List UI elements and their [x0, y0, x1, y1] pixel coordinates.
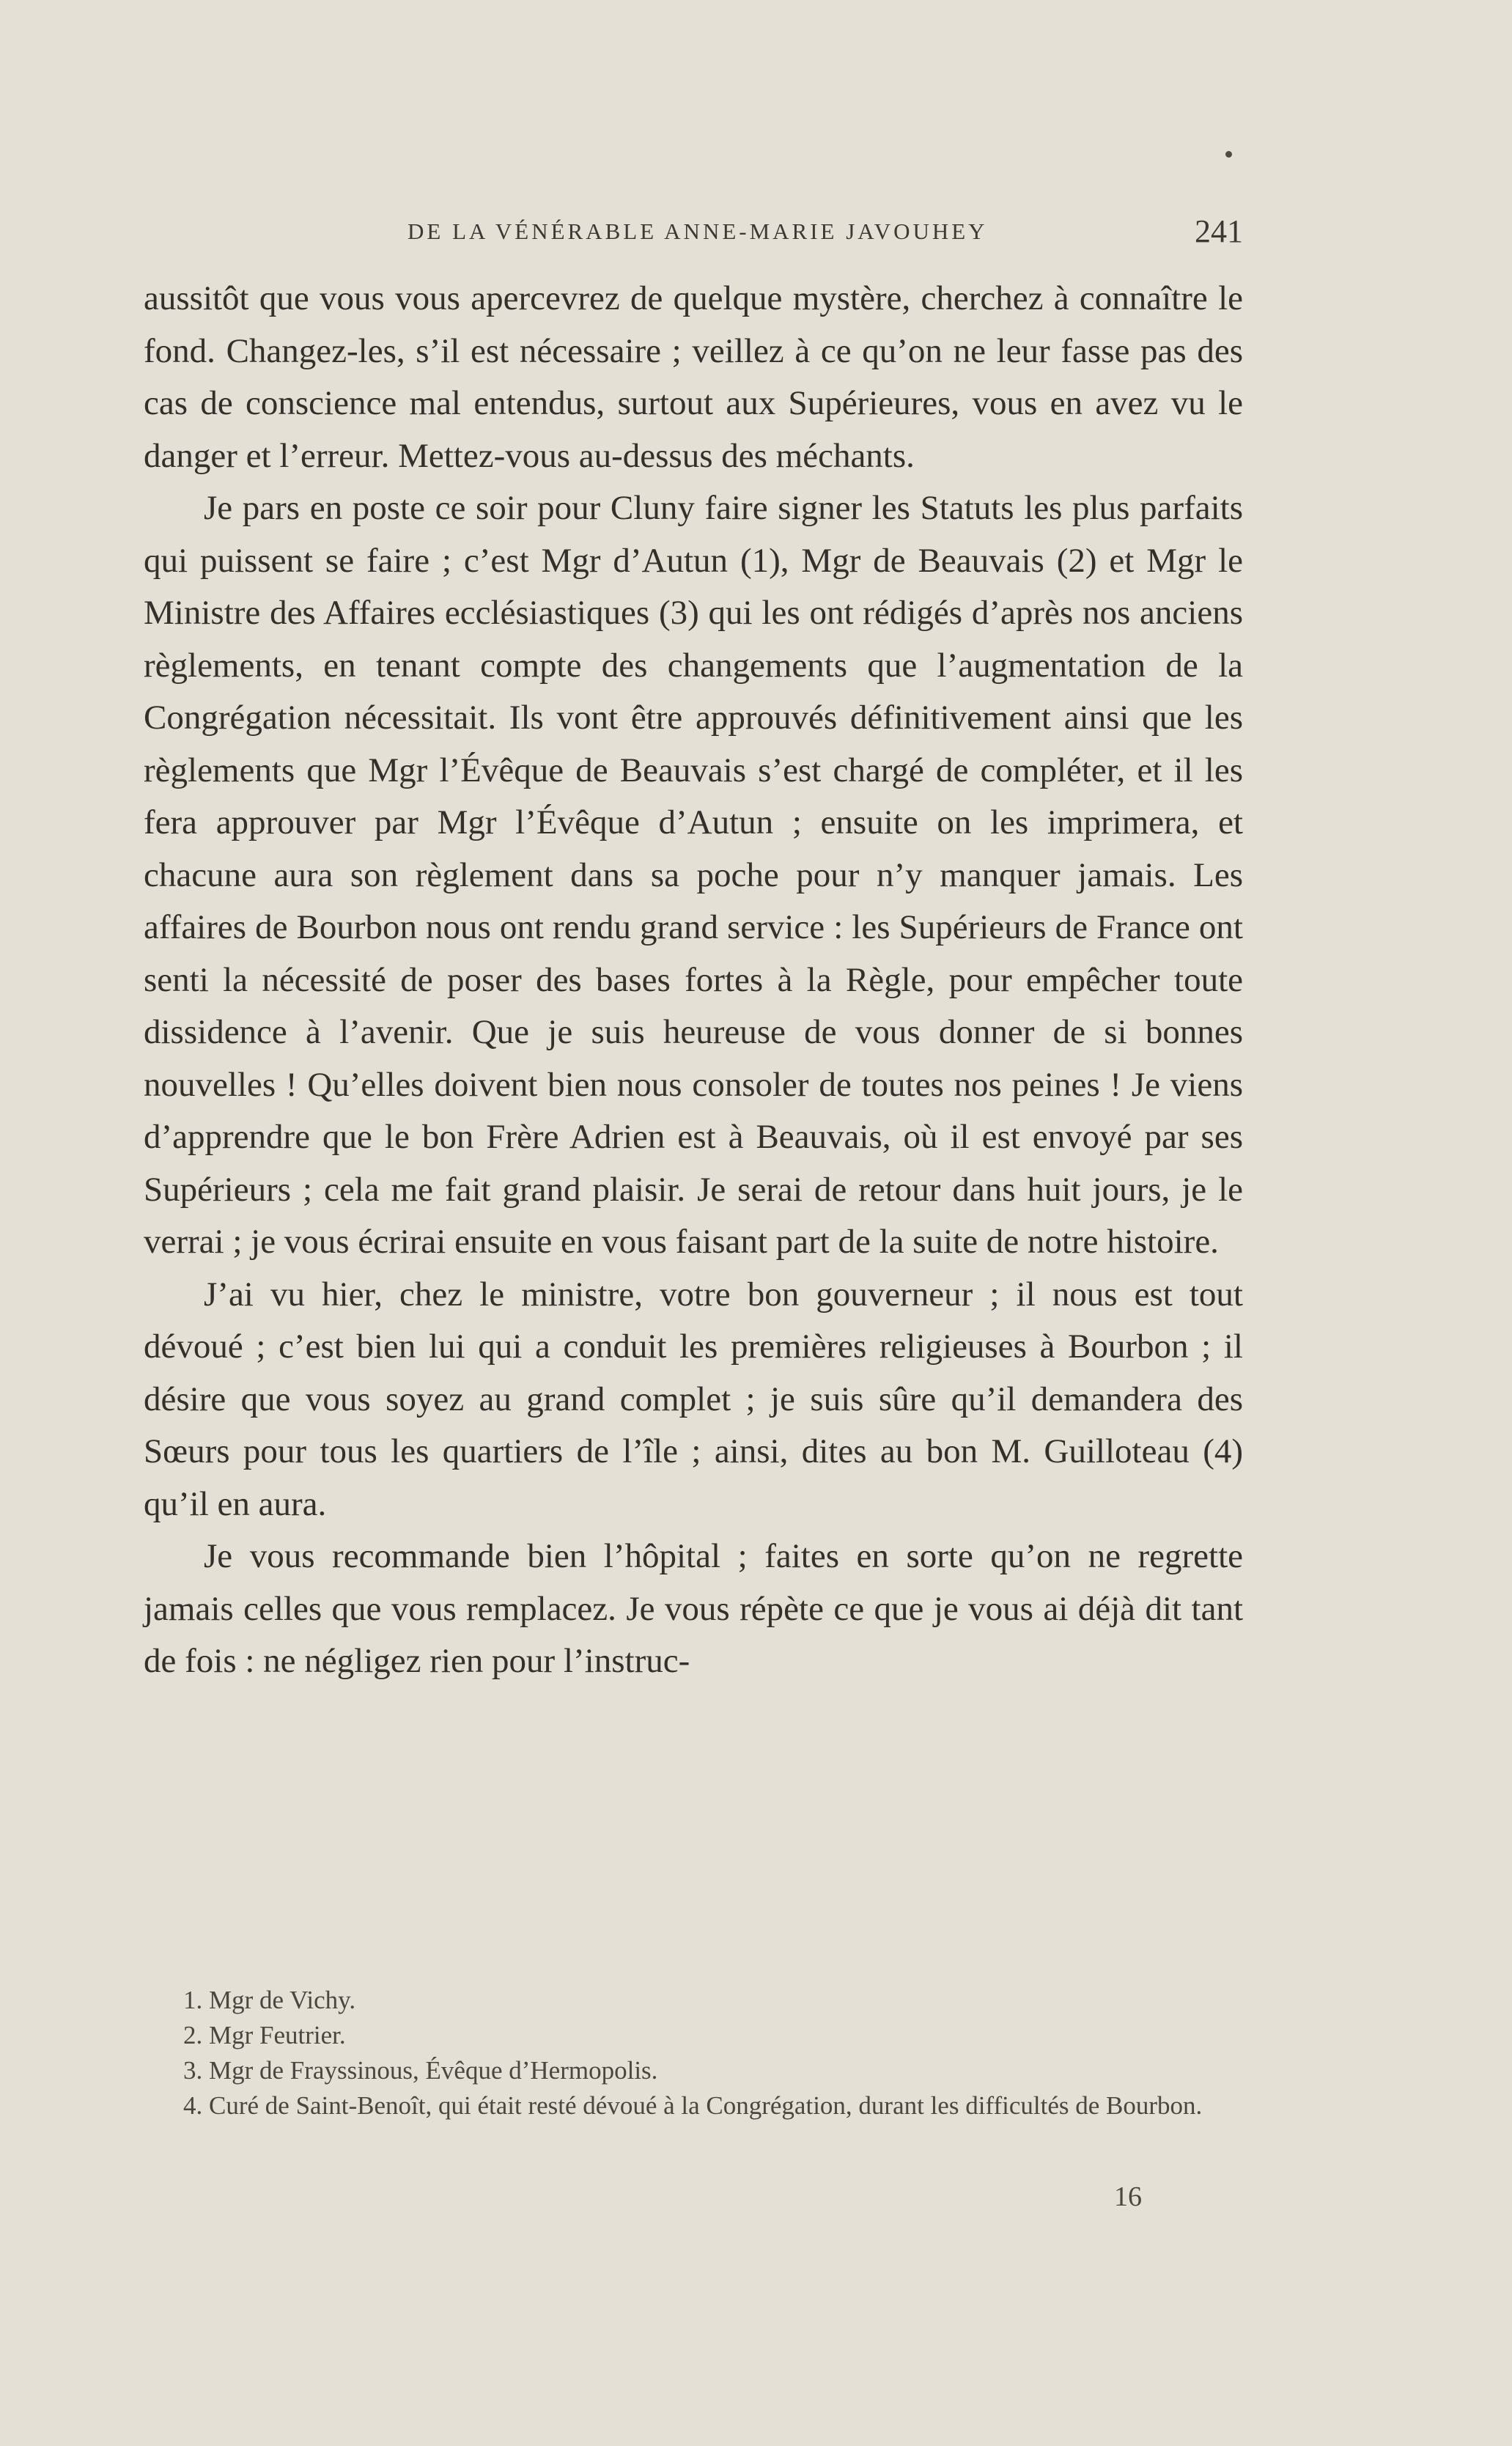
footnote-1: 1. Mgr de Vichy.: [183, 1986, 356, 2014]
footnote-3: 3. Mgr de Frayssinous, Évêque d’Hermopolis.: [183, 2056, 658, 2085]
paragraph-1: aussitôt que vous vous apercevrez de quelque mystère, cherchez à connaître le fond. Changez-les, s’il est nécessaire ; veillez à ce qu’on ne leur fasse pas des cas de conscience mal entendus, surtout aux Supérieures, vous en avez vu le danger et l’erreur. Mettez-vous au-dessus des méchants.: [144, 279, 1243, 475]
footnotes: [144, 1983, 1243, 2123]
page-number: 241: [1195, 213, 1243, 249]
signature-mark: 16: [1114, 2181, 1142, 2212]
paragraph-3: J’ai vu hier, chez le ministre, votre bon gouverneur ; il nous est tout dévoué ; c’est bien lui qui a conduit les premières religieuses à Bourbon ; il désire que vous soyez au grand complet ; je suis sûre qu’il demandera des Sœurs pour tous les quartiers de l’île ; ainsi, dites au bon M. Guilloteau (4) qu’il en aura.: [144, 1275, 1243, 1523]
page-header: [144, 213, 1243, 257]
ink-speck: [1225, 151, 1232, 158]
paragraph-4: Je vous recommande bien l’hôpital ; faites en sorte qu’on ne regrette jamais celles que vous remplacez. Je vous répète ce que je vous ai déjà dit tant de fois : ne négligez rien pour l’instruc-: [144, 1537, 1243, 1680]
footnote-2: 2. Mgr Feutrier.: [183, 2021, 346, 2049]
footnote-4: 4. Curé de Saint-Benoît, qui était resté dévoué à la Congrégation, durant les difficultés de Bourbon.: [183, 2091, 1203, 2120]
paragraph-2: Je pars en poste ce soir pour Cluny faire signer les Statuts les plus parfaits qui puissent se faire ; c’est Mgr d’Autun (1), Mgr de Beauvais (2) et Mgr le Ministre des Affaires ecclésiastiques (3) qui les ont rédigés d’après nos anciens règlements, en tenant compte des changements que l’augmentation de la Congrégation nécessitait. Ils vont être approuvés définitivement ainsi que les règlements que Mgr l’Évêque de Beauvais s’est chargé de compléter, et il les fera approuver par Mgr l’Évêque d’Autun ; ensuite on les imprimera, et chacune aura son règlement dans sa poche pour n’y manquer jamais. Les affaires de Bourbon nous ont rendu grand service : les Supérieurs de France ont senti la nécessité de poser des bases fortes à la Règle, pour empêcher toute dissidence à l’avenir. Que je suis heureuse de vous donner de si bonnes nouvelles ! Qu’elles doivent bien nous consoler de toutes nos peines ! Je viens d’apprendre que le bon Frère Adrien est à Beauvais, où il est envoyé par ses Supérieurs ; cela me fait grand plaisir. Je serai de retour dans huit jours, je le verrai ; je vous écrirai ensuite en vous faisant part de la suite de notre histoire.: [144, 489, 1243, 1261]
running-head: DE LA VÉNÉRABLE ANNE-MARIE JAVOUHEY: [407, 218, 988, 244]
body-text: [144, 273, 1243, 1688]
